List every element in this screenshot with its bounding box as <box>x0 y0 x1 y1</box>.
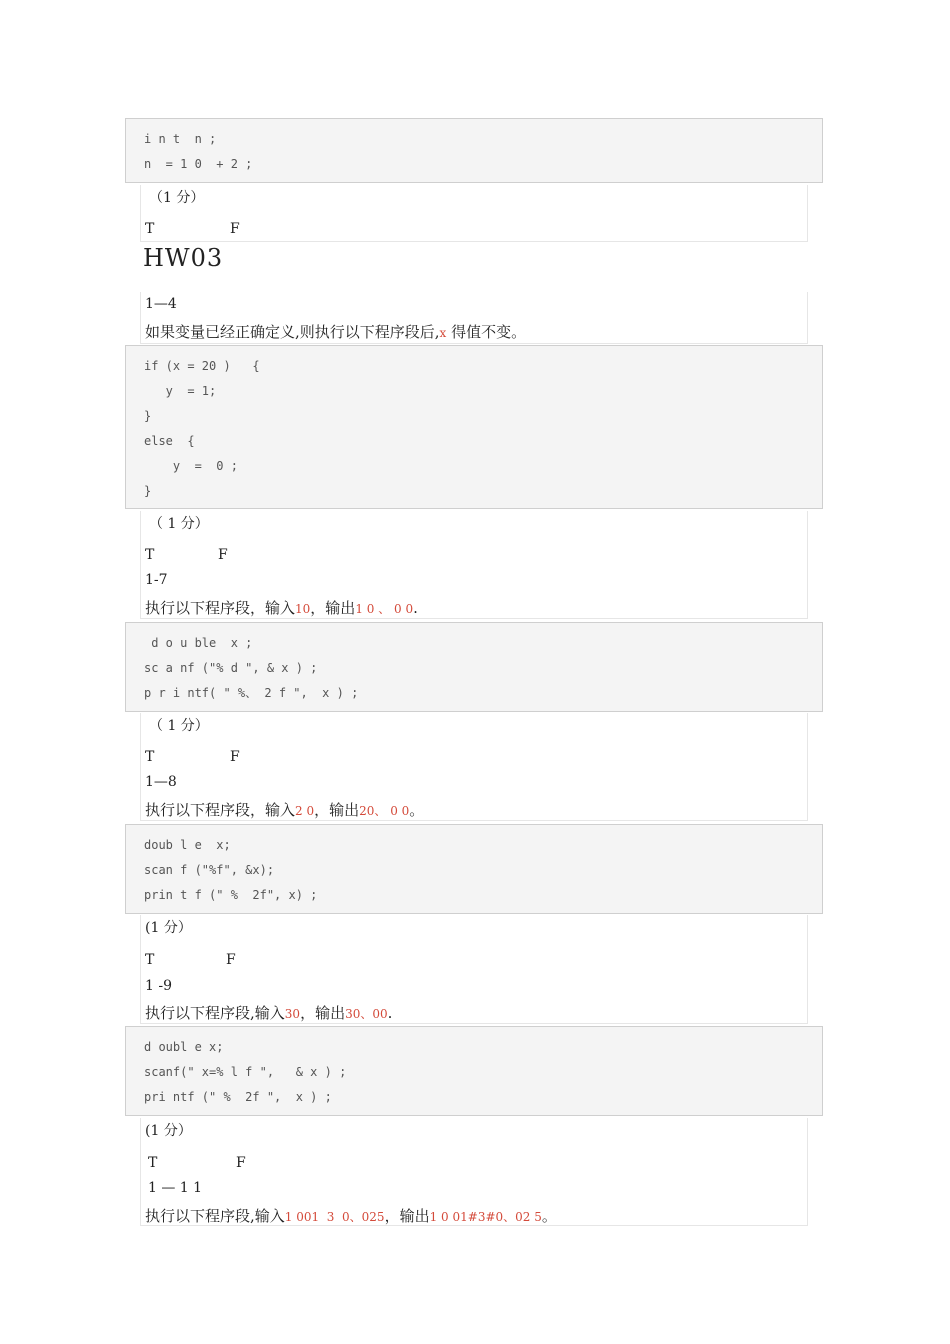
output-value: 1 0 、 0 0 <box>355 602 414 616</box>
code-line: else { <box>144 434 195 448</box>
option-true[interactable]: T <box>148 1155 158 1171</box>
output-value: 20、 0 0 <box>359 804 410 818</box>
score-label: (1 分） <box>145 1123 192 1139</box>
input-value: 1 001 3 0、025 <box>284 1210 385 1224</box>
output-value: 1 0 01#3#0、02 5 <box>429 1210 542 1224</box>
code-line: doub l e x; <box>144 838 231 852</box>
code-line: n = 1 0 + 2 ; <box>144 157 253 171</box>
input-value: 30 <box>284 1007 301 1021</box>
score-label: （ 1 分） <box>149 516 209 532</box>
score-label: (1 分） <box>145 920 192 936</box>
option-false[interactable]: F <box>218 547 228 563</box>
code-block-4 <box>125 824 823 914</box>
question-id: 1—8 <box>145 774 177 790</box>
input-value: 2 0 <box>295 804 315 818</box>
answer-box-3 <box>140 713 808 821</box>
code-line: d o u ble x ; <box>144 636 253 650</box>
option-true[interactable]: T <box>145 547 155 563</box>
code-block-1 <box>125 118 823 183</box>
answer-box-5 <box>140 1118 808 1226</box>
question-box-1-4 <box>140 292 808 344</box>
code-line: } <box>144 409 152 423</box>
score-label: （ 1 分） <box>149 718 209 734</box>
code-line: i n t n ; <box>144 132 217 146</box>
option-true[interactable]: T <box>145 952 155 968</box>
answer-box-1 <box>140 185 808 242</box>
code-line: pri ntf (" % 2f ", x ) ; <box>144 1090 332 1104</box>
option-false[interactable]: F <box>230 749 240 765</box>
option-false[interactable]: F <box>236 1155 246 1171</box>
code-line: prin t f (" % 2f", x) ; <box>144 888 318 902</box>
question-stem: 执行以下程序段，输入10，输出1 0 、 0 0. <box>145 599 418 617</box>
question-stem: 执行以下程序段,输入30，输出30、00. <box>145 1004 393 1022</box>
question-stem: 如果变量已经正确定义,则执行以下程序段后,x 得值不变。 <box>145 323 527 341</box>
question-id: 1—4 <box>145 296 177 312</box>
question-stem: 执行以下程序段，输入2 0，输出20、 0 0。 <box>145 801 425 819</box>
highlight-x: x <box>439 326 447 340</box>
option-false[interactable]: F <box>226 952 236 968</box>
question-id: 1 — 1 1 <box>148 1180 203 1196</box>
code-line: y = 1; <box>144 384 217 398</box>
code-block-5 <box>125 1026 823 1116</box>
option-true[interactable]: T <box>145 749 155 765</box>
code-block-3 <box>125 622 823 712</box>
code-line: scanf(" x=% l f ", & x ) ; <box>144 1065 347 1079</box>
option-false[interactable]: F <box>230 221 240 237</box>
input-value: 10 <box>295 602 311 616</box>
question-stem: 执行以下程序段,输入1 001 3 0、025，输出1 0 01#3#0、02 5。 <box>145 1207 557 1225</box>
answer-box-2 <box>140 511 808 619</box>
option-true[interactable]: T <box>145 221 155 237</box>
answer-box-4 <box>140 915 808 1024</box>
score-label: （1 分） <box>149 190 205 206</box>
section-heading: HW03 <box>143 244 224 272</box>
code-line: p r i ntf( " %、 2 f ", x ) ; <box>144 686 359 700</box>
code-line: if (x = 20 ) { <box>144 359 260 373</box>
code-line: sc a nf ("% d ", & x ) ; <box>144 661 318 675</box>
code-line: scan f ("%f", &x); <box>144 863 275 877</box>
code-block-2 <box>125 345 823 509</box>
output-value: 30、00 <box>345 1007 388 1021</box>
code-line: y = 0 ; <box>144 459 238 473</box>
code-line: } <box>144 484 152 498</box>
question-id: 1 -9 <box>145 978 172 994</box>
question-id: 1-7 <box>145 572 168 588</box>
code-line: d oubl e x; <box>144 1040 224 1054</box>
